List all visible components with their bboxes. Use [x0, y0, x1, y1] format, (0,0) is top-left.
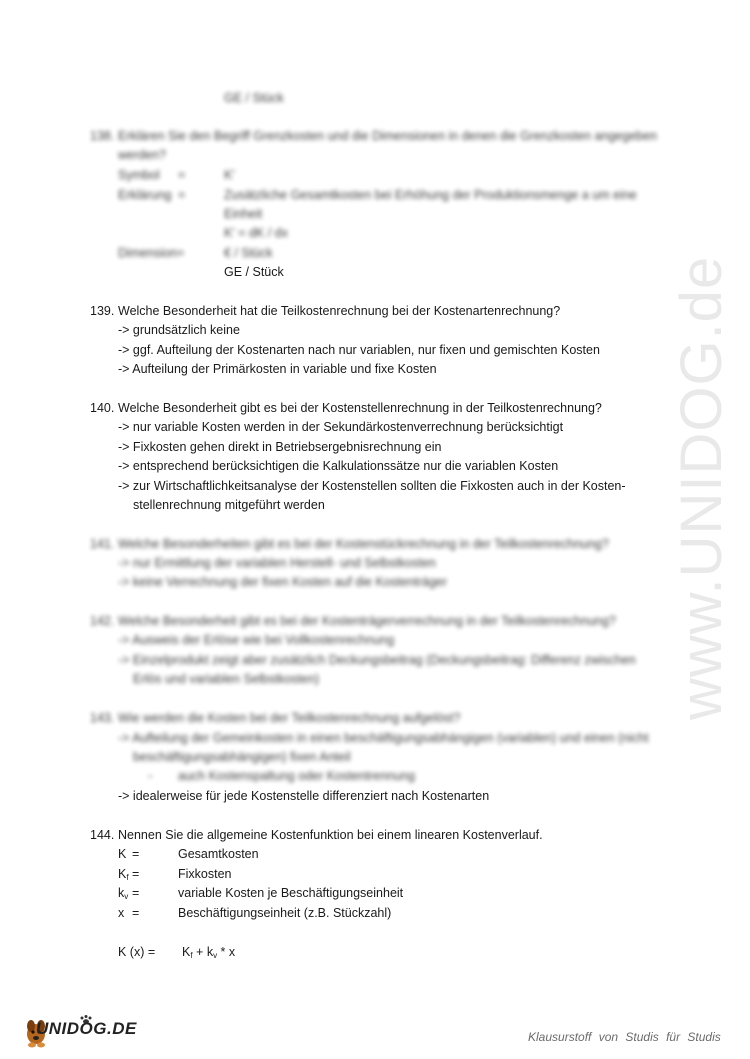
ge-stueck-top: GE / Stück [224, 91, 284, 105]
def-eq: = [132, 906, 140, 920]
answer-141-2: -> keine Verrechnung der fixen Kosten auf die Kostenträger [118, 575, 448, 589]
answer-143-2: -> idealerweise für jede Kostenstelle differenziert nach Kostenarten [118, 789, 490, 803]
question-141-text: Welche Besonderheiten gibt es bei der Kostenstückrechnung in der Teilkostenrechnung? [118, 537, 609, 551]
cost-function-lhs: K (x) = [118, 945, 156, 959]
answer-140-1: -> nur variable Kosten werden in der Sekundärkostenverrechnung berücksichtigt [118, 420, 564, 434]
answer-140-2: -> Fixkosten gehen direkt in Betriebsergebnisrechnung ein [118, 440, 442, 454]
question-144-number: 144. [90, 828, 115, 842]
erklaerung-label: Erklärung [118, 188, 172, 202]
symbol-value: K' [224, 168, 235, 182]
answer-139-3: -> Aufteilung der Primärkosten in variable und fixe Kosten [118, 362, 437, 376]
question-142-text: Welche Besonderheit gibt es bei der Kostenträgerverrechnung in der Teilkostenrechnung? [118, 614, 616, 628]
question-144-text: Nennen Sie die allgemeine Kostenfunktion bei einem linearen Kostenverlauf. [118, 828, 543, 842]
answer-139-1: -> grundsätzlich keine [118, 323, 240, 337]
answer-140-3: -> entsprechend berücksichtigen die Kalkulationssätze nur die variablen Kosten [118, 459, 559, 473]
question-140-number: 140. [90, 401, 115, 415]
logo-text: UNIDOG.DE [36, 1019, 137, 1038]
question-143-text: Wie werden die Kosten bei der Teilkostenrechnung aufgelöst? [118, 711, 461, 725]
answer-143-1-cont: beschäftigungsabhängigen) fixen Anteil [133, 750, 351, 764]
answer-143-sub-item: auch Kostenspaltung oder Kostentrennung [178, 769, 415, 783]
def-desc: variable Kosten je Beschäftigungseinheit [178, 886, 404, 900]
question-138-text-cont: werden? [118, 148, 166, 162]
def-eq: = [132, 847, 140, 861]
cost-function-rhs: $K_f + k_v * x$ [182, 945, 236, 960]
answer-141-1: -> nur Ermittlung der variablen Herstell- und Selbstkosten [118, 556, 436, 570]
def-desc: Gesamtkosten [178, 847, 259, 861]
grenzkosten-formula: K' = dK / dx [224, 226, 288, 240]
def-symbol: $k_v$ [118, 886, 129, 901]
answer-140-4-cont: stellenrechnung mitgeführt werden [133, 498, 325, 512]
question-138-number: 138. [90, 129, 115, 143]
def-desc: Fixkosten [178, 867, 232, 881]
question-139-text: Welche Besonderheit hat die Teilkostenrechnung bei der Kostenartenrechnung? [118, 304, 561, 318]
symbol-label: Symbol [118, 168, 160, 182]
question-140-text: Welche Besonderheit gibt es bei der Kostenstellenrechnung in der Teilkostenrechnung? [118, 401, 602, 415]
def-symbol: x [118, 906, 125, 920]
dimension-label: Dimension= [118, 246, 185, 260]
def-desc: Beschäftigungseinheit (z.B. Stückzahl) [178, 906, 392, 920]
dimension-value-1: € / Stück [224, 246, 273, 260]
def-eq: = [132, 886, 140, 900]
def-symbol: $K_f$ [118, 867, 129, 882]
answer-143-sub-dash: - [148, 769, 153, 783]
answer-139-2: -> ggf. Aufteilung der Kostenarten nach nur variablen, nur fixen und gemischten Kosten [118, 343, 600, 357]
symbol-eq: = [178, 168, 186, 182]
question-143-number: 143. [90, 711, 115, 725]
footer-slogan: Klausurstoff von Studis für Studis [528, 1030, 721, 1044]
answer-143-1: -> Aufteilung der Gemeinkosten in einen beschäftigungsabhängigen (variablen) und einen (nicht [118, 731, 649, 745]
question-141-number: 141. [90, 537, 115, 551]
erklaerung-value: Zusätzliche Gesamtkosten bei Erhöhung der Produktionsmenge a um eine [224, 188, 637, 202]
answer-140-4: -> zur Wirtschaftlichkeitsanalyse der Kostenstellen sollten die Fixkosten auch in der Kosten- [118, 479, 626, 493]
erklaerung-value-cont: Einheit [224, 207, 263, 221]
watermark-text: www.UNIDOG.de [669, 255, 734, 720]
answer-142-2-cont: Erlös und variablen Selbstkosten) [133, 672, 320, 686]
question-139-number: 139. [90, 304, 115, 318]
def-symbol: K [118, 847, 127, 861]
answer-142-1: -> Ausweis der Erlöse wie bei Vollkostenrechnung [118, 633, 395, 647]
def-eq: = [132, 867, 140, 881]
question-142-number: 142. [90, 614, 115, 628]
erklaerung-eq: = [178, 188, 186, 202]
answer-142-2: -> Einzelprodukt zeigt aber zusätzlich Deckungsbeitrag (Deckungsbeitrag: Differenz zwischen [118, 653, 636, 667]
dimension-value-2: GE / Stück [224, 265, 284, 279]
question-138-text: Erklären Sie den Begriff Grenzkosten und die Dimensionen in denen die Grenzkosten angegeben [118, 129, 658, 143]
